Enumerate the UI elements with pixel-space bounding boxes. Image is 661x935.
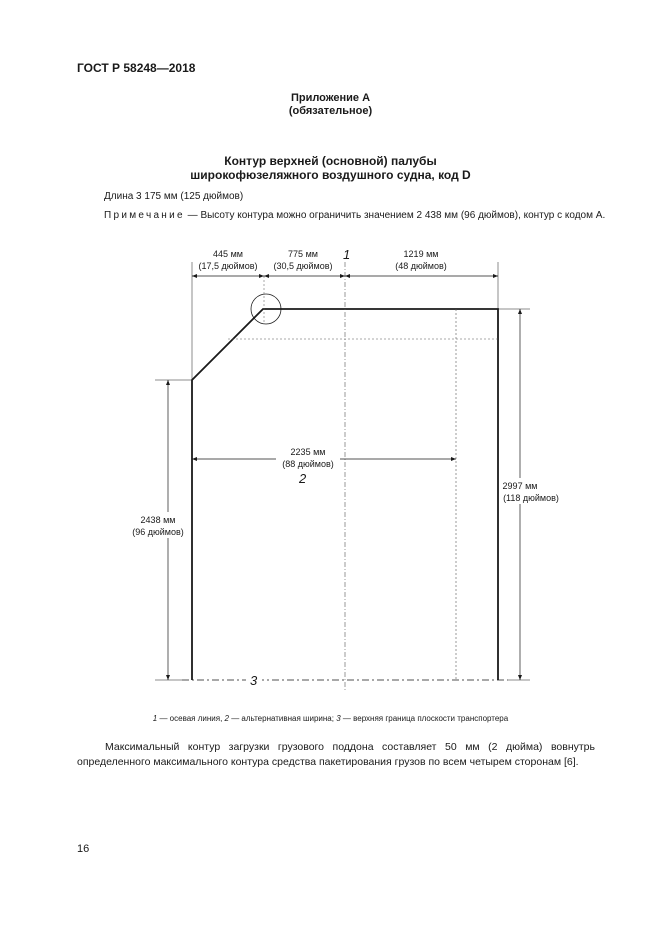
- dim-2997-inch: (118 дюймов): [503, 493, 559, 503]
- dim-1219-mm: 1219 мм: [403, 249, 439, 259]
- dim-2438-inch: (96 дюймов): [132, 527, 184, 537]
- appendix-title: Приложение А: [290, 92, 371, 104]
- note-text: — Высоту контура можно ограничить значением 2 438 мм (96 дюймов), контур с кодом А.: [184, 210, 606, 221]
- callout-centerline: 1: [343, 247, 351, 262]
- dim-775-inch: (30,5 дюймов): [273, 261, 333, 271]
- figure-legend: [0, 714, 661, 723]
- dim-1219-inch: (48 дюймов): [395, 261, 447, 271]
- legend-num-1: 1: [152, 714, 158, 723]
- legend-text-1: — осевая линия,: [157, 714, 225, 723]
- dim-445-inch: (17,5 дюймов): [198, 261, 258, 271]
- figure-title-line1: Контур верхней (основной) палубы: [224, 154, 437, 168]
- legend-num-3: 3: [336, 714, 341, 723]
- dim-2438-mm: 2438 мм: [140, 515, 176, 525]
- page-number: 16: [77, 843, 90, 855]
- callout-conveyor: 3: [250, 673, 258, 688]
- legend-num-2: 2: [224, 714, 229, 723]
- dim-445-mm: 445 мм: [213, 249, 243, 259]
- dim-2235-mm: 2235 мм: [290, 447, 326, 457]
- length-text: Длина 3 175 мм (125 дюймов): [104, 191, 244, 202]
- body-paragraph: Максимальный контур загрузки грузового поддона составляет 50 мм (2 дюйма) вовнутрь определенного максимального контура средства пакетирования грузов по всем четырем сторонам [6].: [77, 741, 595, 768]
- figure-title-line2: широкофюзеляжного воздушного судна, код D: [190, 168, 471, 182]
- document-code: ГОСТ Р 58248—2018: [77, 61, 196, 75]
- dim-2997-mm: 2997 мм: [502, 481, 538, 491]
- dim-775-mm: 775 мм: [288, 249, 318, 259]
- note-label: Примечание: [104, 210, 185, 221]
- legend-text-3: — верхняя граница плоскости транспортера: [340, 714, 509, 723]
- appendix-status: (обязательное): [288, 105, 373, 117]
- callout-alt-width: 2: [299, 471, 307, 486]
- dim-2235-inch: (88 дюймов): [282, 459, 334, 469]
- legend-text-2: — альтернативная ширина;: [228, 714, 337, 723]
